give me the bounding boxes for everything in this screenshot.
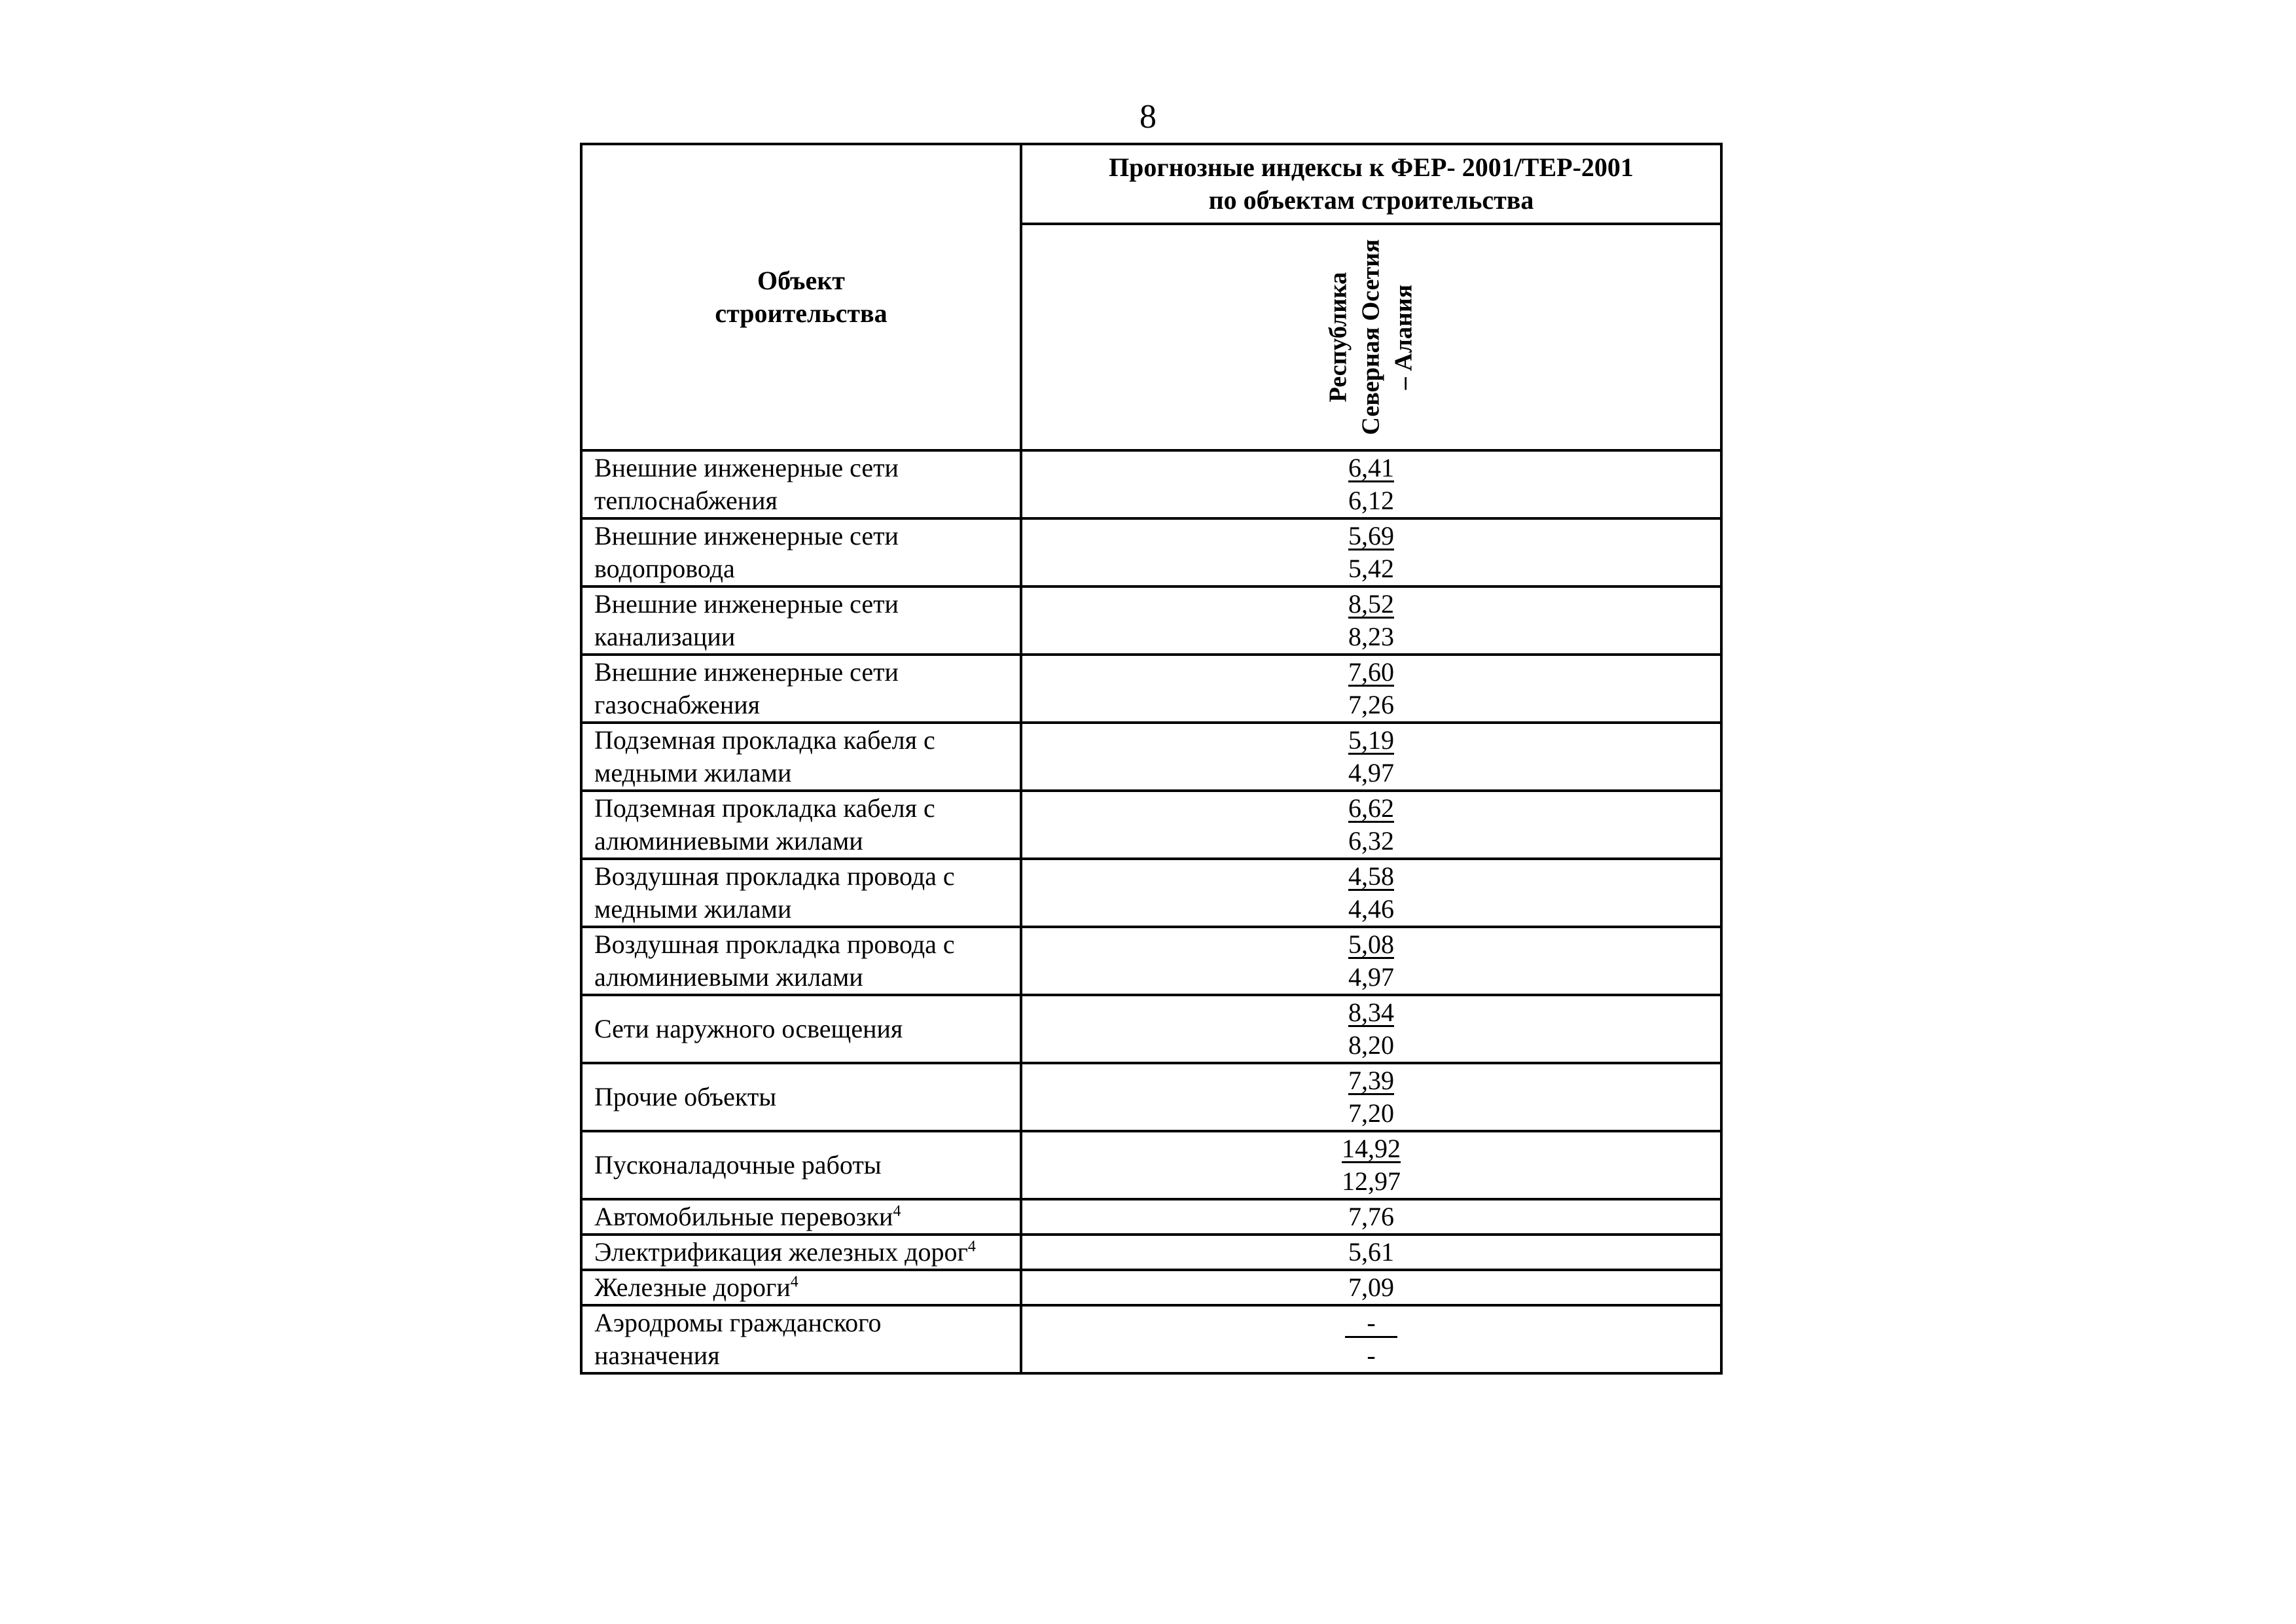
index-value-cell	[1021, 518, 1721, 586]
object-name-line2: теплоснабжения	[594, 486, 778, 515]
object-name-cell	[581, 655, 1021, 723]
object-name-cell	[581, 859, 1021, 927]
index-value-cell	[1021, 791, 1721, 859]
object-name-line1: Внешние инженерные сети	[594, 589, 899, 619]
object-name-cell	[581, 518, 1021, 586]
table-row	[581, 1063, 1721, 1131]
index-value-cell	[1021, 450, 1721, 518]
table-row	[581, 1305, 1721, 1373]
index-value-top: 5,19	[1348, 725, 1394, 755]
object-name-cell	[581, 586, 1021, 655]
object-name: Железные дороги	[594, 1272, 791, 1302]
footnote-mark: 4	[790, 1273, 798, 1291]
table-row	[581, 927, 1721, 995]
object-name-line2: алюминиевыми жилами	[594, 962, 863, 992]
object-name-cell: Сети наружного освещения	[581, 995, 1021, 1063]
object-name-cell	[581, 1270, 1021, 1305]
region-line3: – Алания	[1390, 284, 1418, 390]
table-row	[581, 586, 1721, 655]
index-value-top: 5,08	[1348, 929, 1394, 959]
object-name-line2: водопровода	[594, 554, 735, 583]
index-value-cell	[1021, 1063, 1721, 1131]
index-value-top: 5,69	[1348, 521, 1394, 550]
object-name-line1: Подземная прокладка кабеля с	[594, 793, 935, 823]
index-value-cell	[1021, 995, 1721, 1063]
table-row	[581, 450, 1721, 518]
table-row	[581, 723, 1721, 791]
table-row	[581, 791, 1721, 859]
object-name-line1: Внешние инженерные сети	[594, 657, 899, 687]
table-row	[581, 995, 1721, 1063]
index-value-top: 8,34	[1348, 998, 1394, 1027]
index-value-top: 14,92	[1342, 1134, 1401, 1163]
table-row	[581, 655, 1721, 723]
index-value-top: 6,41	[1348, 453, 1394, 482]
object-name: Электрификация железных дорог	[594, 1237, 968, 1267]
region-line2: Северная Осетия	[1357, 239, 1385, 435]
object-name-cell: Прочие объекты	[581, 1063, 1021, 1131]
index-value-cell	[1021, 723, 1721, 791]
object-name-cell	[581, 791, 1021, 859]
index-value-cell: 5,61	[1021, 1235, 1721, 1270]
index-value-bottom: 8,23	[1348, 622, 1394, 651]
object-name-line1: Подземная прокладка кабеля с	[594, 725, 935, 755]
index-value-cell: 7,76	[1021, 1199, 1721, 1235]
index-value-cell: 7,09	[1021, 1270, 1721, 1305]
page-number: 8	[1139, 98, 1157, 135]
object-column-header	[581, 144, 1021, 450]
index-value-bottom: 7,26	[1348, 690, 1394, 719]
object-name-line2: назначения	[594, 1341, 720, 1370]
region-column-header	[1021, 224, 1721, 450]
object-name-cell	[581, 450, 1021, 518]
index-value-cell	[1021, 1305, 1721, 1373]
index-group-header	[1021, 144, 1721, 224]
object-name-cell: Пусконаладочные работы	[581, 1131, 1021, 1199]
footnote-mark: 4	[893, 1202, 901, 1220]
index-value-top: 6,62	[1348, 793, 1394, 823]
table-row	[581, 859, 1721, 927]
index-value-cell	[1021, 859, 1721, 927]
construction-index-table	[580, 143, 1723, 1375]
object-header-line2: строительства	[715, 298, 888, 328]
group-title-line1: Прогнозные индексы к ФЕР- 2001/ТЕР-2001	[1109, 153, 1634, 182]
index-value-cell	[1021, 1131, 1721, 1199]
region-vertical-label	[1322, 239, 1420, 435]
object-name-line1: Внешние инженерные сети	[594, 453, 899, 482]
object-name: Автомобильные перевозки	[594, 1202, 893, 1231]
object-name-line2: канализации	[594, 622, 736, 651]
table-row	[581, 1199, 1721, 1235]
index-value-bottom: -	[1367, 1341, 1376, 1370]
table-row	[581, 1270, 1721, 1305]
index-value-cell	[1021, 655, 1721, 723]
table-row	[581, 1235, 1721, 1270]
index-value-cell	[1021, 586, 1721, 655]
table-row	[581, 518, 1721, 586]
object-name-cell	[581, 723, 1021, 791]
index-value-bottom: 6,12	[1348, 486, 1394, 515]
object-name-line2: медными жилами	[594, 758, 792, 787]
index-value-bottom: 12,97	[1342, 1166, 1401, 1196]
index-value-top: 7,60	[1348, 657, 1394, 687]
index-value-top: 8,52	[1348, 589, 1394, 619]
object-name-line2: медными жилами	[594, 894, 792, 924]
index-value-bottom: 4,46	[1348, 894, 1394, 924]
object-name-line2: газоснабжения	[594, 690, 761, 719]
index-value-top: -	[1345, 1310, 1397, 1338]
index-value-bottom: 7,20	[1348, 1098, 1394, 1128]
region-line1: Республика	[1325, 272, 1352, 403]
object-header-line1: Объект	[757, 266, 845, 295]
object-name-cell	[581, 1235, 1021, 1270]
index-value-bottom: 4,97	[1348, 758, 1394, 787]
object-name-cell	[581, 927, 1021, 995]
object-name-line2: алюминиевыми жилами	[594, 826, 863, 856]
table-row	[581, 1131, 1721, 1199]
footnote-mark: 4	[967, 1238, 976, 1255]
index-value-bottom: 4,97	[1348, 962, 1394, 992]
object-name-line1: Аэродромы гражданского	[594, 1308, 882, 1337]
object-name-line1: Воздушная прокладка провода с	[594, 861, 955, 891]
index-value-bottom: 5,42	[1348, 554, 1394, 583]
object-name-cell	[581, 1199, 1021, 1235]
index-value-cell	[1021, 927, 1721, 995]
table-header-row	[581, 144, 1721, 224]
index-value-bottom: 6,32	[1348, 826, 1394, 856]
index-value-top: 4,58	[1348, 861, 1394, 891]
object-name-line1: Внешние инженерные сети	[594, 521, 899, 550]
object-name-cell	[581, 1305, 1021, 1373]
group-title-line2: по объектам строительства	[1208, 185, 1534, 215]
index-value-top: 7,39	[1348, 1066, 1394, 1095]
index-value-bottom: 8,20	[1348, 1030, 1394, 1060]
object-name-line1: Воздушная прокладка провода с	[594, 929, 955, 959]
